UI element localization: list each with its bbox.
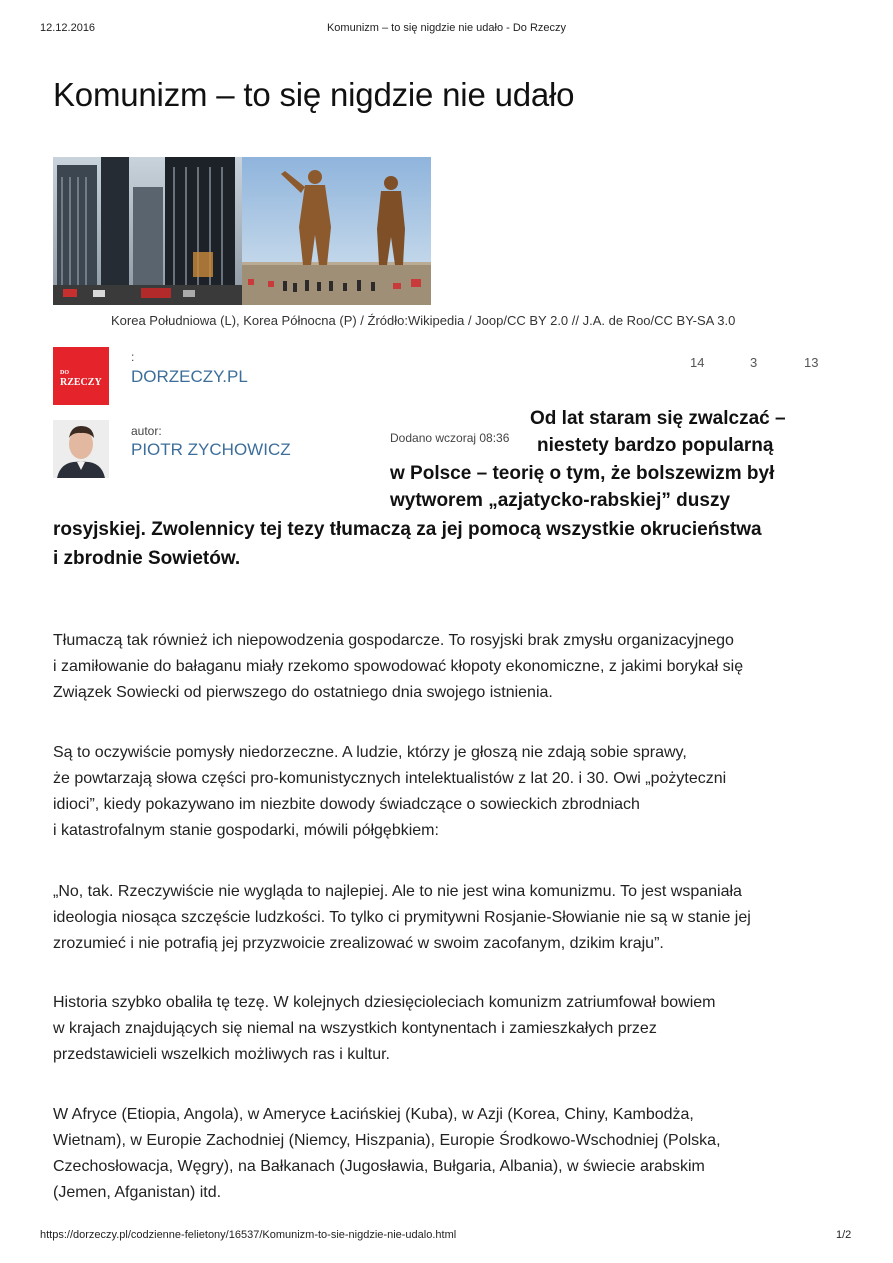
dorzeczy-logo[interactable] — [53, 347, 109, 405]
lead-line-3: w Polsce – teorię o tym, że bolszewizm był — [390, 463, 775, 484]
logo-text-bottom: RZECZY — [60, 377, 102, 388]
source-link[interactable]: DORZECZY.PL — [131, 367, 248, 386]
paragraph-5: W Afryce (Etiopia, Angola), w Ameryce Łacińskiej (Kuba), w Azji (Korea, Chiny, Kambodża, Wietnam), w Europie Zachodniej (Niemcy, Hiszpania), Europie Środkowo-Wschodniej (Polska, Czechosłowacja, Węgry), na Bałkanach (Jugosławia, Bułgaria, Albania), w świecie arabskim (Jemen, Afganistan) itd. — [53, 1106, 721, 1201]
print-page-number: 1/2 — [836, 1229, 852, 1241]
source-label: : — [131, 350, 135, 364]
lead-line-1: Od lat staram się zwalczać – — [530, 408, 786, 429]
lead-line-4: wytworem „azjatycko-rabskiej” duszy — [390, 490, 731, 511]
print-doc-title: Komunizm – to się nigdzie nie udało - Do Rzeczy — [326, 22, 567, 34]
lead-line-2: niestety bardzo popularną — [537, 435, 774, 456]
paragraph-2: Są to oczywiście pomysły niedorzeczne. A ludzie, którzy je głoszą nie zdają sobie sprawy, że powtarzają słowa części pro-komunistycznych intelektualistów z lat 20. i 30. Owi „pożyteczni idioci”, kiedy pokazywano im niezbite dowody świadczące o sowieckich zbrodniach i katastrofalnym stanie gospodarki, mówili półgębkiem: — [53, 744, 727, 839]
lead-line-6: i zbrodnie Sowietów. — [53, 548, 241, 569]
author-photo-icon — [53, 420, 109, 478]
lead-line-5: rosyjskiej. Zwolennicy tej tezy tłumaczą za jej pomocą wszystkie okrucieństwa — [53, 519, 762, 540]
article-hero-image — [53, 157, 431, 305]
logo-text-top: DO — [60, 370, 69, 376]
print-date: 12.12.2016 — [40, 22, 96, 34]
author-link[interactable]: PIOTR ZYCHOWICZ — [131, 440, 291, 459]
share-count-2[interactable]: 3 — [750, 355, 758, 370]
paragraph-1: Tłumaczą tak również ich niepowodzenia gospodarcze. To rosyjski brak zmysłu organizacyjnego i zamiłowanie do bałaganu miały rzekomo spowodować kłopoty ekonomiczne, z jakimi borykał się Związek Sowiecki od pierwszego do ostatniego dnia swojego istnienia. — [53, 632, 744, 701]
author-avatar[interactable] — [53, 420, 109, 478]
image-caption: Korea Południowa (L), Korea Północna (P) / Źródło:Wikipedia / Joop/CC BY 2.0 // J.A. de Roo/CC BY-SA 3.0 — [111, 313, 736, 328]
share-count-1[interactable]: 14 — [690, 355, 705, 370]
article-title: Komunizm – to się nigdzie nie udało — [53, 76, 575, 113]
share-count-3[interactable]: 13 — [804, 355, 819, 370]
paragraph-3: „No, tak. Rzeczywiście nie wygląda to najlepiej. Ale to nie jest wina komunizmu. To jest wspaniała ideologia niosąca szczęście ludzkości. To tylko ci prymitywni Rosjanie-Słowianie nie są w stanie jej zrozumieć i nie potrafią jej przyzwoicie zrealizować w swoim zacofanym, dzikim kraju”. — [53, 883, 751, 952]
author-label: autor: — [131, 424, 162, 438]
print-url: https://dorzeczy.pl/codzienne-felietony/16537/Komunizm-to-sie-nigdzie-nie-udalo.html — [40, 1229, 457, 1241]
published-time: Dodano wczoraj 08:36 — [390, 431, 510, 445]
paragraph-4: Historia szybko obaliła tę tezę. W kolejnych dziesięcioleciach komunizm zatriumfował bowiem w krajach znajdujących się niemal na wszystkich kontynentach i zamieszkałych przez przedstawicieli wszelkich możliwych ras i kultur. — [53, 994, 716, 1063]
